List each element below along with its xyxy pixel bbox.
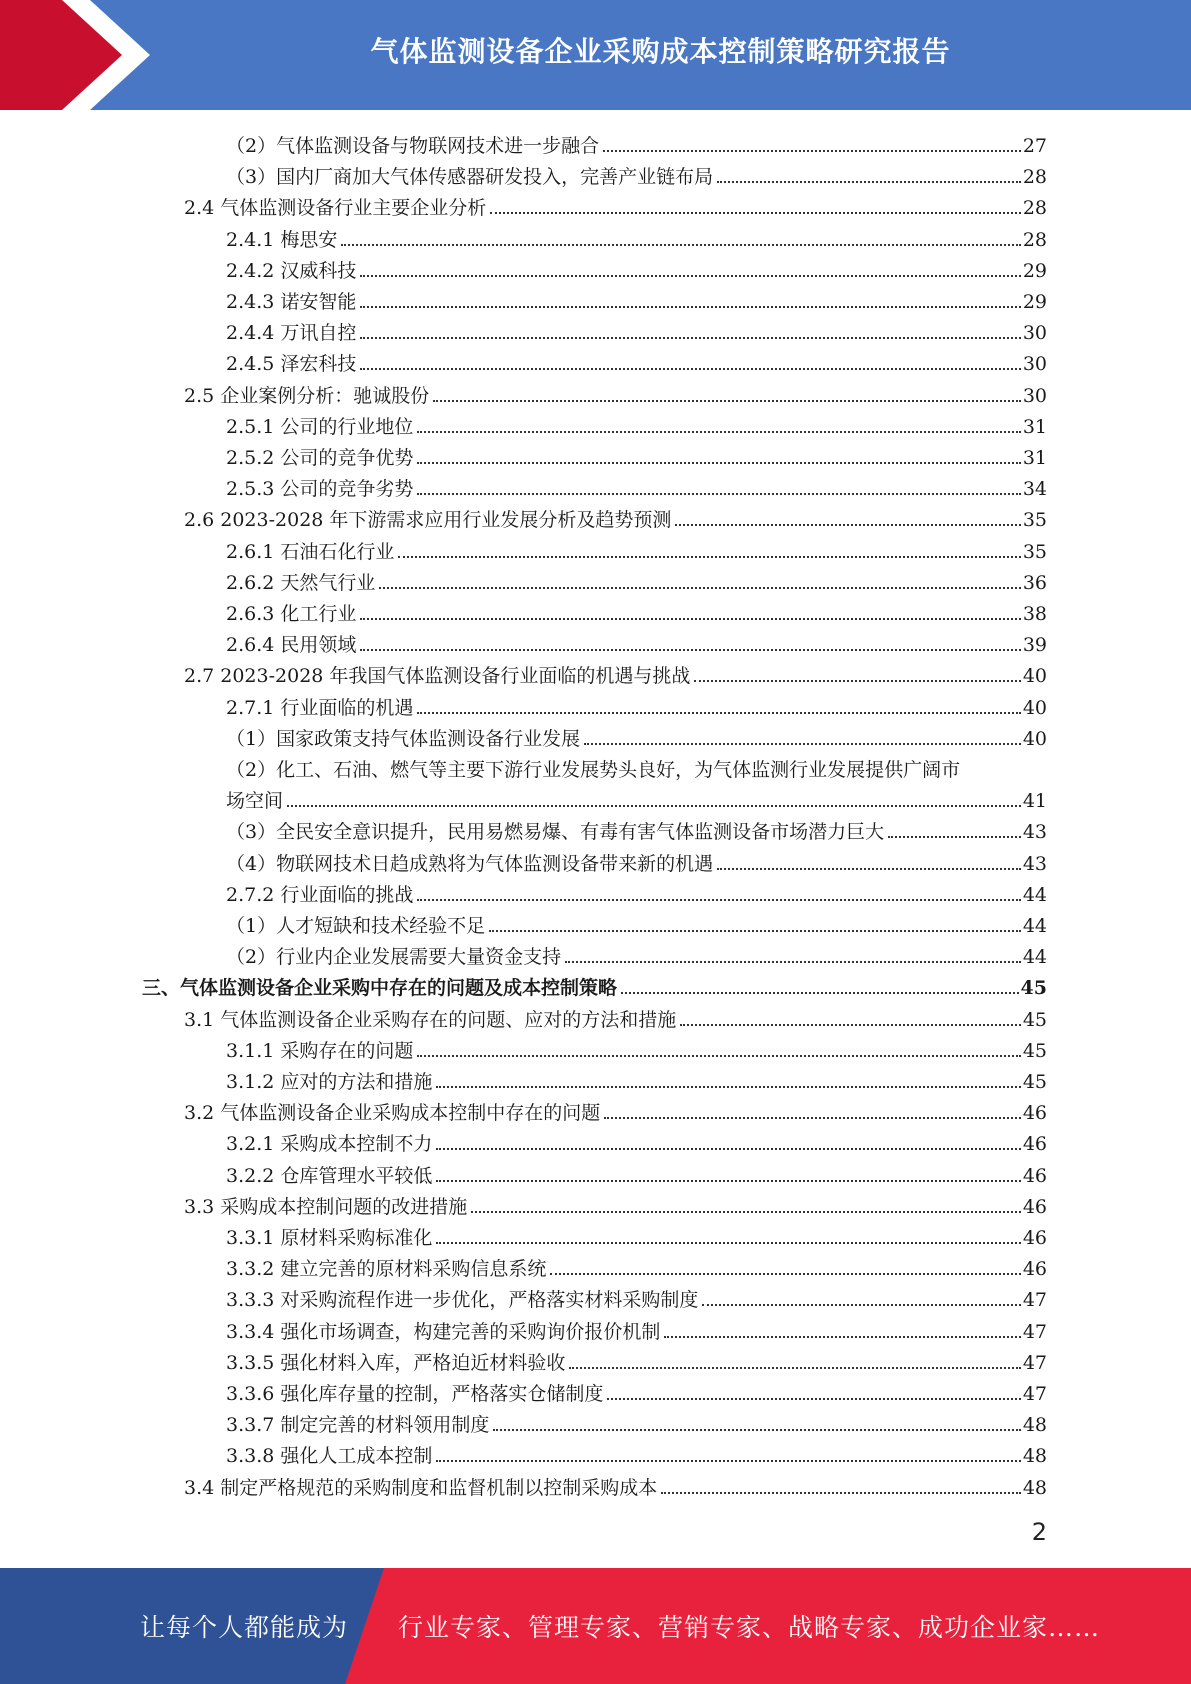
toc-dot-leader [436,1180,1020,1182]
toc-entry[interactable] [184,1001,1047,1032]
toc-entry-title: 2.6 2023-2028 年下游需求应用行业发展分析及趋势预测 [184,509,672,532]
toc-entry[interactable] [226,1344,1047,1375]
toc-entry[interactable] [226,470,1047,501]
toc-page-number: 35 [1022,509,1047,532]
toc-entry[interactable] [226,221,1047,252]
toc-entry[interactable] [226,345,1047,376]
toc-entry[interactable] [226,439,1047,470]
toc-entry[interactable] [226,127,1047,158]
toc-dot-leader [360,649,1020,651]
toc-dot-leader [493,1429,1020,1431]
toc-entry-title: 2.5 企业案例分析：驰诚股份 [184,384,430,407]
header-chevron-decoration [0,0,160,110]
toc-dot-leader [417,1055,1020,1057]
toc-entry-title: 2.6.4 民用领域 [226,634,357,657]
toc-dot-leader [584,743,1021,745]
page-number: 2 [1031,1518,1047,1546]
toc-entry[interactable] [184,1094,1047,1125]
toc-entry-title: 3.1.1 采购存在的问题 [226,1039,414,1062]
toc-dot-leader [565,961,1021,963]
toc-entry[interactable] [226,1375,1047,1406]
toc-dot-leader [360,618,1020,620]
toc-page-number: 41 [1022,790,1047,813]
toc-dot-leader [398,556,1020,558]
toc-dot-leader [360,337,1020,339]
toc-dot-leader [490,212,1021,214]
toc-entry-title: 3.3.8 强化人工成本控制 [226,1445,433,1468]
toc-entry[interactable] [226,314,1047,345]
toc-entry-title: （3）全民安全意识提升，民用易燃易爆、有毒有害气体监测设备市场潜力巨大 [226,821,885,844]
toc-entry[interactable] [184,657,1047,688]
toc-entry-title: 2.4.2 汉威科技 [226,259,357,282]
toc-entry[interactable] [226,408,1047,439]
toc-page-number: 43 [1022,821,1047,844]
toc-entry[interactable] [184,1469,1047,1500]
toc-entry[interactable] [226,938,1047,969]
toc-entry-title: 2.7 2023-2028 年我国气体监测设备行业面临的机遇与挑战 [184,665,691,688]
toc-page-number: 28 [1022,228,1047,251]
toc-entry[interactable] [142,969,1047,1000]
toc-entry-title: 2.4.3 诺安智能 [226,291,357,313]
toc-dot-leader [569,1367,1020,1369]
toc-dot-leader [360,306,1020,308]
toc-page-number: 29 [1022,259,1047,282]
toc-entry-title: 2.6.3 化工行业 [226,603,357,625]
toc-entry[interactable] [226,689,1047,720]
toc-entry-title: 2.4.5 泽宏科技 [226,353,357,376]
toc-page-number: 46 [1022,1164,1047,1187]
toc-entry-title: 3.3.4 强化市场调查，构建完善的采购询价报价机制 [226,1320,661,1343]
toc-page-number: 30 [1022,384,1047,407]
toc-entry-title: 3.2.2 仓库管理水平较低 [226,1164,433,1187]
toc-dot-leader [489,930,1021,932]
toc-entry-continuation[interactable] [226,782,1047,813]
toc-entry[interactable] [226,1032,1047,1063]
toc-page-number: 28 [1022,197,1047,220]
toc-page-number: 40 [1022,727,1047,750]
report-title: 气体监测设备企业采购成本控制策略研究报告 [370,35,951,68]
toc-entry-title: 2.5.1 公司的行业地位 [226,415,414,438]
toc-dot-leader [287,805,1021,807]
toc-entry[interactable] [226,1313,1047,1344]
toc-entry[interactable] [226,1125,1047,1156]
toc-entry[interactable] [226,595,1047,626]
toc-dot-leader [664,1336,1020,1338]
toc-page-number: 46 [1022,1102,1047,1125]
toc-entry[interactable] [226,845,1047,876]
toc-page-number: 30 [1022,353,1047,376]
toc-entry-title: 2.7.1 行业面临的机遇 [226,696,414,719]
toc-entry-title: 2.6.2 天然气行业 [226,571,376,594]
toc-dot-leader [436,1086,1020,1088]
toc-page-number: 44 [1022,946,1047,969]
toc-entry-title: （2）化工、石油、燃气等主要下游行业发展势头良好，为气体监测行业发展提供广阔市 [226,759,961,781]
toc-entry-title: 3.1 气体监测设备企业采购存在的问题、应对的方法和措施 [184,1008,677,1031]
toc-dot-leader [417,462,1020,464]
toc-page-number: 36 [1022,571,1047,594]
toc-dot-leader [607,1398,1020,1400]
toc-dot-leader [702,1304,1020,1306]
footer-banner [0,1568,1191,1684]
toc-entry-title: （1）国家政策支持气体监测设备行业发展 [226,727,581,750]
toc-dot-leader [717,868,1021,870]
toc-entry[interactable] [226,813,1047,844]
toc-entry-title: 2.4.1 梅思安 [226,228,338,251]
toc-dot-leader [888,836,1021,838]
toc-entry[interactable] [226,720,1047,751]
toc-entry[interactable] [226,626,1047,657]
toc-page-number: 40 [1022,665,1047,688]
toc-page-number: 47 [1022,1383,1047,1405]
toc-dot-leader [550,1273,1020,1275]
toc-page-number: 45 [1020,977,1047,1000]
toc-entry-title: 3.2.1 采购成本控制不力 [226,1133,433,1156]
toc-page-number: 47 [1022,1289,1047,1312]
toc-dot-leader [436,1460,1020,1462]
toc-entry-title: 2.6.1 石油石化行业 [226,540,395,563]
toc-dot-leader [360,368,1020,370]
toc-dot-leader [417,899,1020,901]
footer-slogan-right: 行业专家、管理专家、营销专家、战略专家、成功企业家…… [398,1613,1101,1642]
toc-entry-title: （2）气体监测设备与物联网技术进一步融合 [226,135,600,157]
toc-page-number: 46 [1022,1258,1047,1281]
toc-dot-leader [341,244,1020,246]
toc-dot-leader [417,493,1020,495]
toc-dot-leader [604,1117,1021,1119]
toc-page-number: 44 [1022,883,1047,906]
toc-dot-leader [436,1242,1020,1244]
toc-page-number: 29 [1022,291,1047,313]
toc-page-number: 28 [1022,166,1047,189]
toc-entry[interactable] [226,533,1047,564]
toc-dot-leader [661,1492,1021,1494]
toc-page-number: 34 [1022,478,1047,501]
toc-entry-title: 2.4.4 万讯自控 [226,322,357,345]
toc-dot-leader [603,150,1021,152]
toc-dot-leader [417,431,1020,433]
toc-page-number: 39 [1022,634,1047,657]
toc-page-number: 45 [1022,1071,1047,1093]
toc-entry-title: 3.2 气体监测设备企业采购成本控制中存在的问题 [184,1102,601,1125]
toc-entry[interactable] [226,876,1047,907]
toc-dot-leader [680,1024,1021,1026]
toc-dot-leader [433,400,1021,402]
toc-entry-title: 3.3.7 制定完善的材料领用制度 [226,1414,490,1437]
toc-entry-title: 三、气体监测设备企业采购中存在的问题及成本控制策略 [142,977,618,1000]
toc-entry[interactable] [226,1406,1047,1437]
toc-page-number: 46 [1022,1227,1047,1249]
toc-page-number: 48 [1022,1476,1047,1499]
toc-page-number: 46 [1022,1133,1047,1156]
toc-dot-leader [436,1148,1020,1150]
toc-entry-title: 3.1.2 应对的方法和措施 [226,1071,433,1093]
toc-entry[interactable] [184,1188,1047,1219]
toc-page-number: 48 [1022,1414,1047,1437]
toc-dot-leader [471,1211,1021,1213]
toc-entry-title: 3.3 采购成本控制问题的改进措施 [184,1195,468,1218]
toc-page-number: 31 [1022,415,1047,438]
toc-entry[interactable] [184,501,1047,532]
toc-page-number: 31 [1022,447,1047,469]
toc-entry-title: 2.7.2 行业面临的挑战 [226,883,414,906]
toc-entry[interactable] [184,189,1047,220]
toc-entry[interactable] [226,158,1047,189]
toc-page-number: 44 [1022,915,1047,937]
toc-entry-title: 3.3.5 强化材料入库，严格迫近材料验收 [226,1351,566,1374]
toc-entry[interactable] [226,1281,1047,1312]
toc-dot-leader [694,680,1020,682]
toc-page-number: 47 [1022,1320,1047,1343]
toc-entry-title: 2.4 气体监测设备行业主要企业分析 [184,197,487,220]
toc-page-number: 48 [1022,1445,1047,1468]
toc-page-number: 43 [1022,852,1047,875]
toc-entry-title: （3）国内厂商加大气体传感器研发投入，完善产业链布局 [226,166,714,189]
toc-entry[interactable] [226,283,1047,314]
toc-entry[interactable] [226,252,1047,283]
toc-entry-title: 3.3.1 原材料采购标准化 [226,1227,433,1249]
toc-entry[interactable] [226,1250,1047,1281]
toc-page-number: 30 [1022,322,1047,345]
footer-slogan-left: 让每个人都能成为 [140,1613,349,1642]
toc-dot-leader [360,275,1020,277]
toc-entry-title: 2.5.3 公司的竞争劣势 [226,478,414,501]
toc-entry[interactable] [226,907,1047,938]
toc-entry-title: 3.3.6 强化库存量的控制，严格落实仓储制度 [226,1383,604,1405]
toc-dot-leader [717,181,1021,183]
toc-entry-title: （2）行业内企业发展需要大量资金支持 [226,946,562,969]
toc-page-number: 45 [1022,1008,1047,1031]
toc-entry[interactable] [226,1063,1047,1094]
toc-entry-title: （1）人才短缺和技术经验不足 [226,915,486,937]
toc-entry[interactable] [226,1219,1047,1250]
toc-page-number: 47 [1022,1351,1047,1374]
toc-dot-leader [621,992,1019,994]
toc-entry-title: 3.3.2 建立完善的原材料采购信息系统 [226,1258,547,1281]
report-header [0,0,1191,110]
toc-entry-title-continuation: 场空间 [226,790,284,813]
toc-entry-title: 3.4 制定严格规范的采购制度和监督机制以控制采购成本 [184,1476,658,1499]
toc-entry[interactable] [226,751,1047,782]
toc-page-number: 45 [1022,1039,1047,1062]
toc-page-number: 46 [1022,1195,1047,1218]
toc-page-number: 27 [1022,135,1047,157]
toc-page-number: 38 [1022,603,1047,625]
toc-dot-leader [417,712,1020,714]
toc-entry[interactable] [226,1157,1047,1188]
toc-dot-leader [675,524,1020,526]
toc-entry[interactable] [226,564,1047,595]
toc-entry-title: （4）物联网技术日趋成熟将为气体监测设备带来新的机遇 [226,852,714,875]
toc-entry-title: 2.5.2 公司的竞争优势 [226,447,414,469]
toc-dot-leader [379,587,1020,589]
toc-page-number: 35 [1022,540,1047,563]
toc-entry-title: 3.3.3 对采购流程作进一步优化，严格落实材料采购制度 [226,1289,699,1312]
toc-entry[interactable] [226,1437,1047,1468]
toc-entry[interactable] [184,377,1047,408]
toc-page-number: 40 [1022,696,1047,719]
